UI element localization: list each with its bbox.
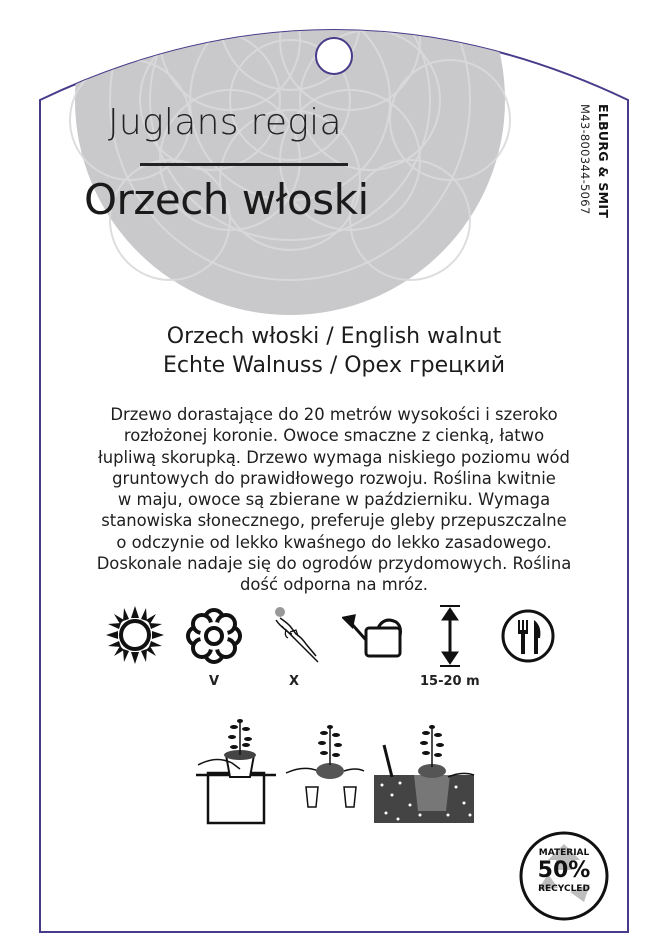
- planting-step-3: [374, 725, 474, 823]
- product-code: M43-800344-5067: [578, 104, 592, 215]
- watering-can-icon: [342, 614, 410, 658]
- recycle-recycled-label: RECYCLED: [538, 884, 590, 894]
- pruning-hand-icon: [266, 604, 324, 666]
- latin-name: Juglans regia: [108, 102, 342, 143]
- description-line: gruntowych do prawidłowego rozwoju. Roślina kwitnie: [112, 468, 556, 488]
- description-line: dość odporna na mróz.: [240, 575, 428, 595]
- planting-instructions: [0, 715, 668, 835]
- title-divider: [140, 163, 348, 166]
- recycle-material-label: MATERIAL: [538, 848, 590, 858]
- translated-names: [0, 322, 668, 380]
- description-line: łupliwą skorupką. Drzewo wymaga niskiego poziomu wód: [98, 447, 570, 467]
- description: [58, 404, 610, 596]
- common-name: Orzech włoski: [84, 175, 369, 224]
- description-line: rozłożonej koronie. Owoce smaczne z cienką, łatwo: [123, 426, 545, 446]
- description-line: stanowiska słonecznego, preferuje gleby przepuszczalne: [101, 511, 567, 531]
- sun-icon: [106, 606, 164, 664]
- flower-caption: V: [209, 674, 220, 689]
- description-line: w maju, owoce są zbierane w październiku. Wymaga: [117, 490, 551, 510]
- recycle-percent: 50%: [537, 858, 591, 883]
- description-line: o odczynie od lekko kwaśnego do lekko zasadowego.: [116, 532, 552, 552]
- height-arrow-icon: [434, 604, 466, 668]
- brand-name: ELBURG & SMIT: [596, 104, 611, 219]
- planting-step-2: [286, 725, 364, 807]
- description-line: Doskonale nadaje się do ogrodów przydomowych. Roślina: [96, 554, 572, 574]
- planting-step-1: [196, 719, 276, 823]
- height-caption: 15-20 m: [420, 674, 480, 689]
- names-line-2: Echte Walnuss / Орех грецкий: [163, 353, 505, 378]
- names-line-1: Orzech włoski / English walnut: [166, 324, 502, 349]
- description-line: Drzewo dorastające do 20 metrów wysokości i szeroko: [110, 405, 558, 424]
- pruning-caption: X: [289, 674, 300, 689]
- flower-icon: [186, 608, 242, 664]
- edible-cutlery-icon: [500, 608, 556, 664]
- care-icons-row: [0, 604, 668, 689]
